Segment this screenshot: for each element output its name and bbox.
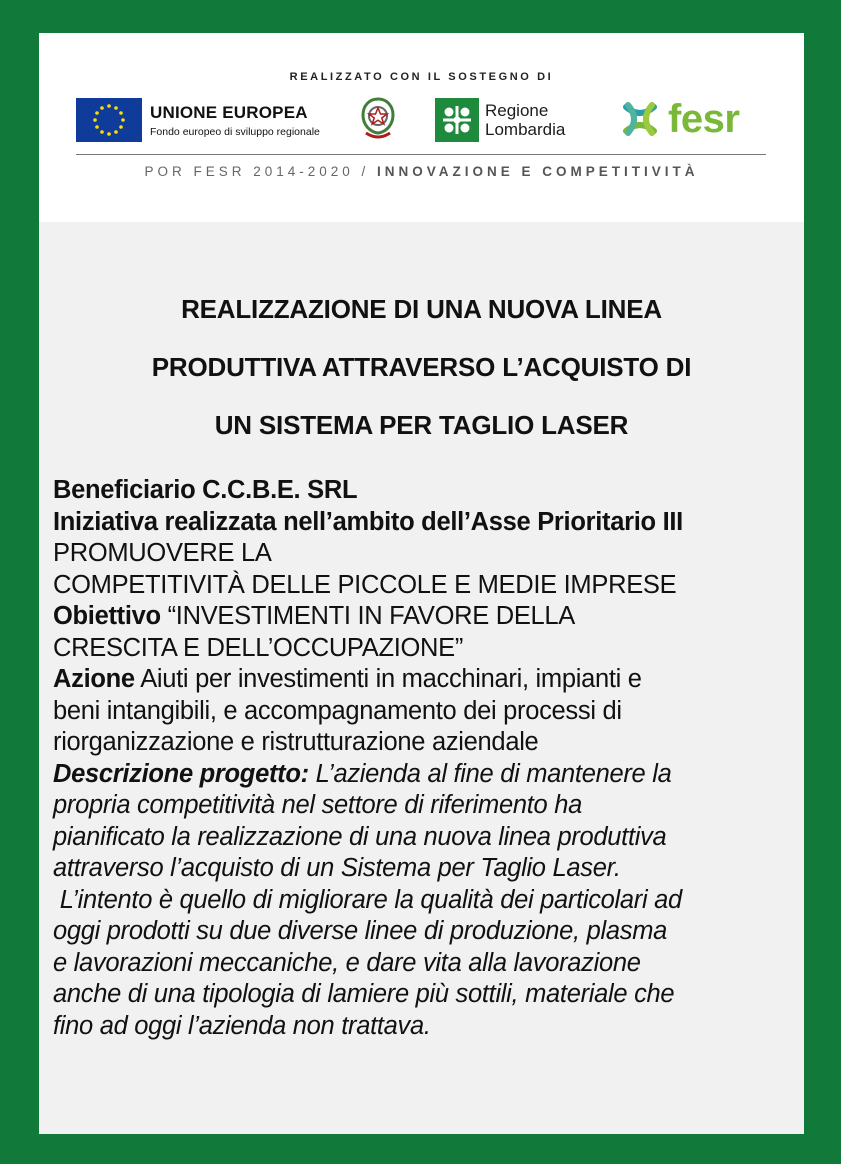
iniziativa-label: Iniziativa realizzata nell’ambito dell’Asse Prioritario III bbox=[53, 507, 683, 536]
fesr-mark-icon bbox=[616, 95, 664, 143]
eu-logo bbox=[76, 98, 320, 142]
descrizione-text-1: L’azienda al fine di mantenere la bbox=[315, 759, 672, 788]
fesr-word: fesr bbox=[668, 97, 740, 141]
azione-line-1 bbox=[53, 664, 798, 696]
fesr-logo bbox=[616, 95, 739, 143]
program-part-1: POR FESR 2014-2020 / bbox=[144, 164, 378, 179]
beneficiario: Beneficiario C.C.B.E. SRL bbox=[53, 476, 358, 504]
descrizione-text-2: propria competitività nel settore di riferimento ha bbox=[53, 791, 582, 819]
eu-flag-icon bbox=[76, 98, 142, 142]
descrizione-text-3: pianificato la realizzazione di una nuova linea produttiva bbox=[53, 822, 667, 851]
descrizione-text-8: anche di una tipologia di lamiere più sottili, materiale che bbox=[53, 980, 675, 1008]
title-line-1: REALIZZAZIONE DI UNA NUOVA LINEA bbox=[181, 294, 662, 324]
project-details bbox=[53, 475, 798, 1042]
program-line bbox=[39, 164, 804, 179]
obiettivo-line-1 bbox=[53, 601, 798, 633]
content-panel bbox=[39, 222, 804, 1134]
descrizione-text-5: L’intento è quello di migliorare la qualità dei particolari ad bbox=[53, 885, 682, 914]
descrizione-text-7: e lavorazioni meccaniche, e dare vita alla lavorazione bbox=[53, 948, 641, 977]
title-line-2: PRODUTTIVA ATTRAVERSO L’ACQUISTO DI bbox=[151, 352, 692, 382]
region-line-2: Lombardia bbox=[485, 120, 566, 139]
obiettivo-text-1: “INVESTIMENTI IN FAVORE DELLA bbox=[167, 602, 576, 630]
italian-republic-emblem-icon bbox=[359, 95, 397, 143]
azione-label: Azione bbox=[53, 665, 135, 693]
obiettivo-text-2: CRESCITA E DELL’OCCUPAZIONE” bbox=[53, 633, 464, 662]
descrizione-label: Descrizione progetto: bbox=[53, 759, 309, 788]
header-panel bbox=[39, 33, 804, 222]
project-title bbox=[39, 280, 804, 454]
support-kicker: REALIZZATO CON IL SOSTEGNO DI bbox=[289, 71, 554, 83]
iniziativa-text-1: PROMUOVERE LA bbox=[53, 539, 272, 567]
eu-subtitle: Fondo europeo di sviluppo regionale bbox=[150, 125, 320, 138]
iniziativa-text-2: COMPETITIVITÀ DELLE PICCOLE E MEDIE IMPRESE bbox=[53, 570, 677, 599]
title-line-3: UN SISTEMA PER TAGLIO LASER bbox=[214, 410, 629, 440]
azione-text-1: Aiuti per investimenti in macchinari, impianti e bbox=[140, 665, 642, 693]
region-line-1: Regione bbox=[485, 101, 549, 120]
azione-text-3: riorganizzazione e ristrutturazione aziendale bbox=[53, 728, 539, 756]
regione-lombardia-logo bbox=[435, 98, 565, 142]
azione-text-2: beni intangibili, e accompagnamento dei processi di bbox=[53, 696, 622, 725]
descrizione-text-6: oggi prodotti su due diverse linee di produzione, plasma bbox=[53, 917, 668, 945]
eu-name: UNIONE EUROPEA bbox=[150, 102, 308, 122]
lombardia-rose-icon bbox=[435, 98, 479, 142]
header-divider bbox=[76, 154, 766, 155]
descrizione-line-1 bbox=[53, 759, 798, 791]
descrizione-text-4: attraverso l’acquisto di un Sistema per Taglio Laser. bbox=[53, 854, 621, 882]
program-part-2: INNOVAZIONE E COMPETITIVITÀ bbox=[377, 164, 699, 179]
obiettivo-label: Obiettivo bbox=[53, 602, 161, 630]
descrizione-text-9: fino ad oggi l’azienda non trattava. bbox=[53, 1011, 431, 1040]
